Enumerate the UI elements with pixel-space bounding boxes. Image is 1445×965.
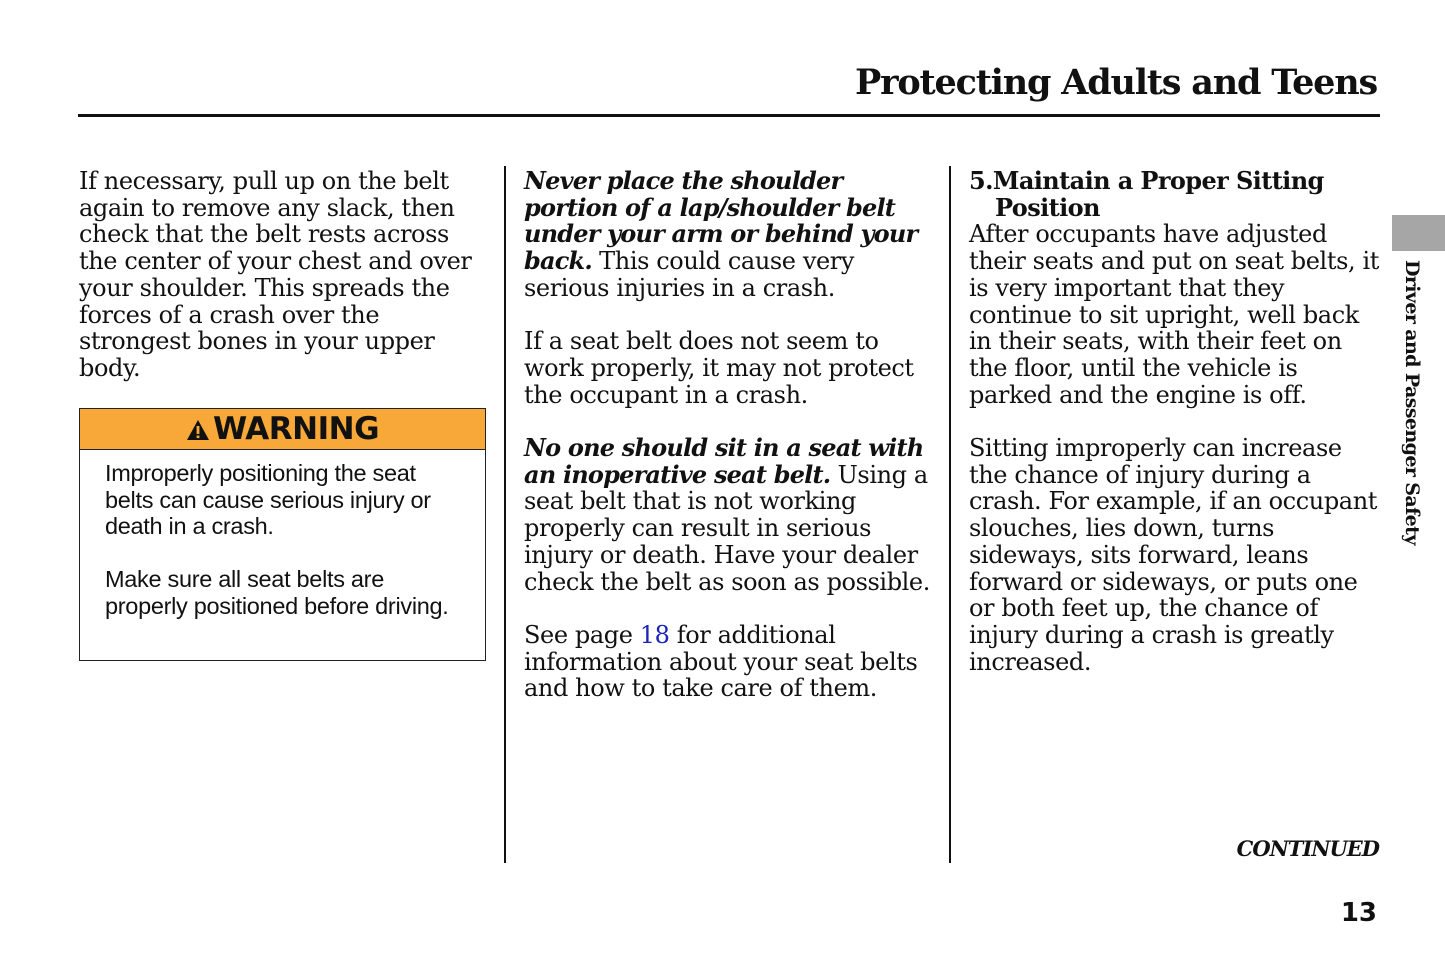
sitting-paragraph-1: After occupants have adjusted their seats and put on seat belts, it is very important that they continue to sit upright, well back in their seats, with their feet on the floor, until the vehicle is parked and the engine is off. [969, 220, 1379, 409]
column-2 [524, 168, 939, 729]
column-3 [969, 168, 1381, 702]
warning-triangle-icon [186, 419, 210, 441]
warning-paragraph-1: Improperly positioning the seat belts can cause serious injury or death in a crash. [105, 460, 431, 540]
shoulder-belt-emphasis: Never place the shoulder portion of a lap/shoulder belt under your arm or behind your back. [524, 166, 918, 276]
see-page-paragraph [524, 622, 939, 702]
side-tab-label: Driver and Passenger Safety [1401, 260, 1423, 545]
page-number: 13 [1340, 898, 1377, 928]
warning-paragraph-2: Make sure all seat belts are properly positioned before driving. [105, 566, 449, 619]
continued-label: CONTINUED [1236, 836, 1379, 861]
warning-title: WARNING [212, 410, 380, 447]
warning-body [80, 450, 485, 619]
inoperative-belt-emphasis: No one should sit in a seat with an inoperative seat belt. [524, 433, 924, 489]
see-page-prefix: See page [524, 620, 640, 649]
sitting-paragraph-2: Sitting improperly can increase the chance of injury during a crash. For example, if an occupant slouches, lies down, turns sideways, sits forward, leans forward or sideways, or puts one or both feet up, the chance of injury during a crash is greatly increased. [969, 434, 1377, 676]
warning-header [80, 409, 485, 450]
header-rule [78, 114, 1380, 117]
column-1 [79, 168, 491, 661]
belt-malfunction-paragraph: If a seat belt does not seem to work properly, it may not protect the occupant in a crash. [524, 327, 914, 409]
section-heading-line-2: Position [995, 192, 1100, 222]
see-page-suffix: for additional information about your seat belts and how to take care of them. [524, 620, 918, 703]
column-divider-left [504, 166, 506, 863]
intro-paragraph: If necessary, pull up on the belt again to remove any slack, then check that the belt rests across the center of your chest and over your shoulder. This spreads the forces of a crash over the strongest bones in your upper body. [79, 167, 472, 382]
section-heading [969, 168, 1381, 221]
inoperative-belt-text: Using a seat belt that is not working properly can result in serious injury or death. Have your dealer check the belt as soon as possible. [524, 460, 930, 596]
side-tab-marker [1392, 215, 1445, 251]
section-heading-line-1: 5.Maintain a Proper Sitting [969, 166, 1324, 195]
inoperative-belt-paragraph [524, 435, 939, 595]
page-title: Protecting Adults and Teens [855, 62, 1377, 103]
shoulder-belt-text: This could cause very serious injuries in a crash. [524, 247, 855, 302]
shoulder-belt-paragraph [524, 168, 939, 302]
column-divider-right [949, 166, 951, 863]
warning-box [79, 408, 486, 661]
page-18-link[interactable]: 18 [639, 620, 670, 649]
